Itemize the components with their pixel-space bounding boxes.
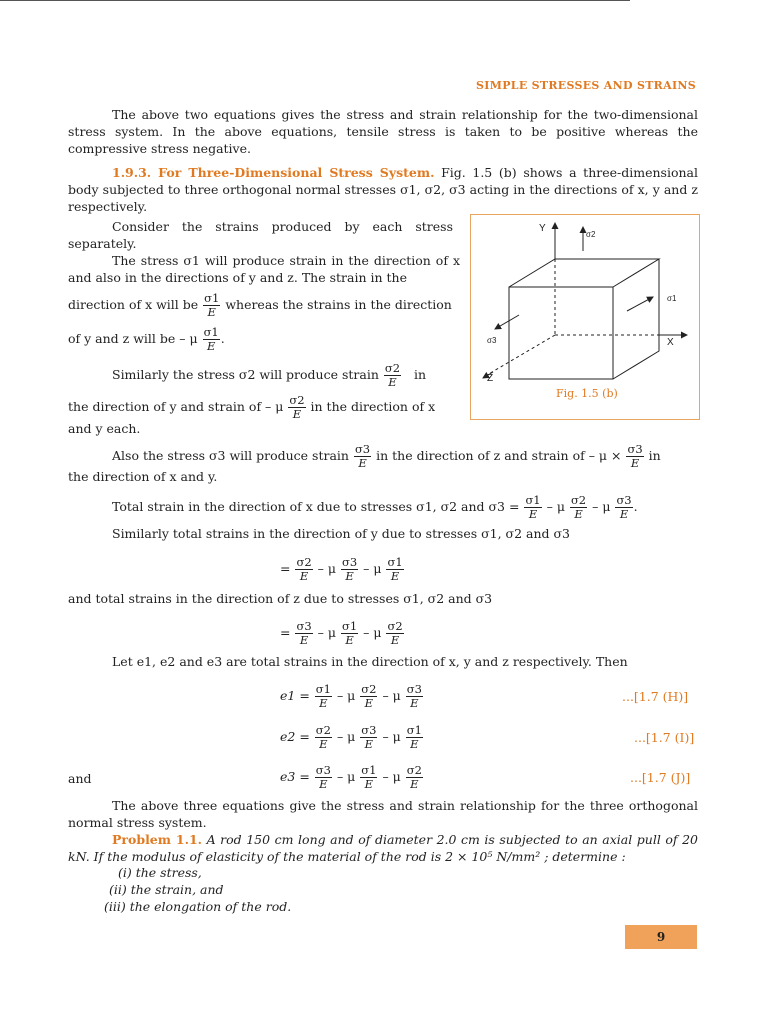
problem-item-1: (i) the stress,	[118, 865, 202, 880]
paragraph-section-3d	[68, 164, 698, 215]
cube-front-face	[509, 287, 613, 379]
problem-label: Problem 1.1.	[112, 832, 203, 847]
paragraph-consider: Consider the strains produced by each stress separately.	[68, 219, 453, 251]
label-sigma1: σ1	[667, 294, 677, 303]
cube-top-edges	[509, 259, 659, 287]
equation-e2: e2 = $\frac{\sigma 2}{E}$ – μ $\frac{\sigma 3}{E}$ – μ $\frac{\sigma 1}{E}$	[280, 723, 422, 751]
arrow-sigma1	[627, 297, 653, 311]
fraction-s1-e: $\frac{\sigma 1}{E}$	[204, 291, 220, 319]
line-total-x: Total strain in the direction of x due to stresses σ1, σ2 and σ3 = $\frac{\sigma 1}{E}$ – μ $\frac{\sigma 2}{E}$ – μ $\frac{\sigma 3}{E}$ .	[112, 493, 638, 521]
label-x: X	[667, 337, 674, 348]
header-rule	[0, 0, 630, 1]
fraction-s1-e: $\frac{\sigma 1}{E}$	[203, 325, 219, 353]
line-strain-yz: of y and z will be – μ $\frac{\sigma 1}{E}$ .	[68, 325, 225, 353]
line-let-e: Let e1, e2 and e3 are total strains in the direction of x, y and z respectively. Then	[112, 654, 628, 669]
equation-e3: e3 = $\frac{\sigma 3}{E}$ – μ $\frac{\sigma 1}{E}$ – μ $\frac{\sigma 2}{E}$	[280, 763, 422, 791]
section-heading: 1.9.3. For Three-Dimensional Stress System.	[112, 165, 435, 180]
fraction-s2-e: $\frac{\sigma 2}{E}$	[289, 393, 305, 421]
line-sigma3: Also the stress σ3 will produce strain $\frac{\sigma 3}{E}$ in the direction of z and strain of – μ × $\frac{\sigma 3}{E}$ in	[112, 442, 661, 470]
fraction-s3-e: $\frac{\sigma 3}{E}$	[627, 442, 643, 470]
fraction-s3-e: $\frac{\sigma 3}{E}$	[354, 442, 371, 470]
cube-right-edges	[613, 259, 659, 379]
label-sigma3: σ3	[487, 336, 497, 345]
arrow-sigma3	[495, 315, 519, 329]
equation-e1: e1 = $\frac{\sigma 1}{E}$ – μ $\frac{\sigma 2}{E}$ – μ $\frac{\sigma 3}{E}$	[280, 682, 422, 710]
line-sigma2: Similarly the stress σ2 will produce strain $\frac{\sigma 2}{E}$ in	[112, 361, 427, 389]
label-z: Z	[487, 373, 494, 384]
problem-item-3: (iii) the elongation of the rod.	[104, 899, 292, 914]
problem-text: A rod 150 cm long and of diameter 2.0 cm is subjected to an axial pull of 20 kN. If the modulus of elasticity of the material of the rod is 2 × 10⁵ N/mm² ; determine :	[68, 832, 698, 864]
problem-item-2: (ii) the strain, and	[109, 882, 224, 897]
line-total-z-intro: and total strains in the direction of z due to stresses σ1, σ2 and σ3	[68, 591, 493, 606]
line-sigma3-b: the direction of x and y.	[68, 469, 218, 484]
running-header: SIMPLE STRESSES AND STRAINS	[476, 79, 696, 92]
line-total-y-intro: Similarly total strains in the direction of y due to stresses σ1, σ2 and σ3	[112, 526, 570, 541]
line-sigma2-b: the direction of y and strain of – μ $\frac{\sigma 2}{E}$ in the direction of x	[68, 393, 436, 421]
label-sigma2: σ2	[586, 230, 596, 239]
equation-tag-j: ...[1.7 (J)]	[630, 770, 691, 785]
and-label: and	[68, 771, 92, 786]
paragraph-conclusion: The above three equations give the stress and strain relationship for the three orthogonal normal stress system.	[68, 798, 698, 830]
paragraph-intro: The above two equations gives the stress and strain relationship for the two-dimensional stress system. In the above equations, tensile stress is taken to be positive whereas the compressive stress negative.	[68, 107, 698, 156]
figure-caption: Fig. 1.5 (b)	[556, 387, 618, 400]
line-strain-x: direction of x will be $\frac{\sigma 1}{E}$ whereas the strains in the direction	[68, 291, 452, 319]
section-text: Fig. 1.5 (b) shows a three-dimensional body subjected to three orthogonal normal stresses σ1, σ2, σ3 acting in the directions of x, y and z respectively.	[68, 165, 698, 214]
paragraph-sigma1: The stress σ1 will produce strain in the direction of x and also in the directions of y and z. The strain in the	[68, 253, 460, 285]
fraction-s2-e: $\frac{\sigma 2}{E}$	[384, 361, 401, 389]
label-y: Y	[539, 223, 546, 234]
equation-tag-i: ...[1.7 (I)]	[634, 730, 695, 745]
equation-total-z: = $\frac{\sigma 3}{E}$ – μ $\frac{\sigma 1}{E}$ – μ $\frac{\sigma 2}{E}$	[280, 619, 403, 647]
page-number: 9	[625, 925, 697, 949]
problem-statement	[68, 831, 698, 865]
equation-total-y: = $\frac{\sigma 2}{E}$ – μ $\frac{\sigma 3}{E}$ – μ $\frac{\sigma 1}{E}$	[280, 555, 403, 583]
equation-tag-h: ...[1.7 (H)]	[622, 689, 689, 704]
line-sigma2-c: and y each.	[68, 421, 141, 436]
